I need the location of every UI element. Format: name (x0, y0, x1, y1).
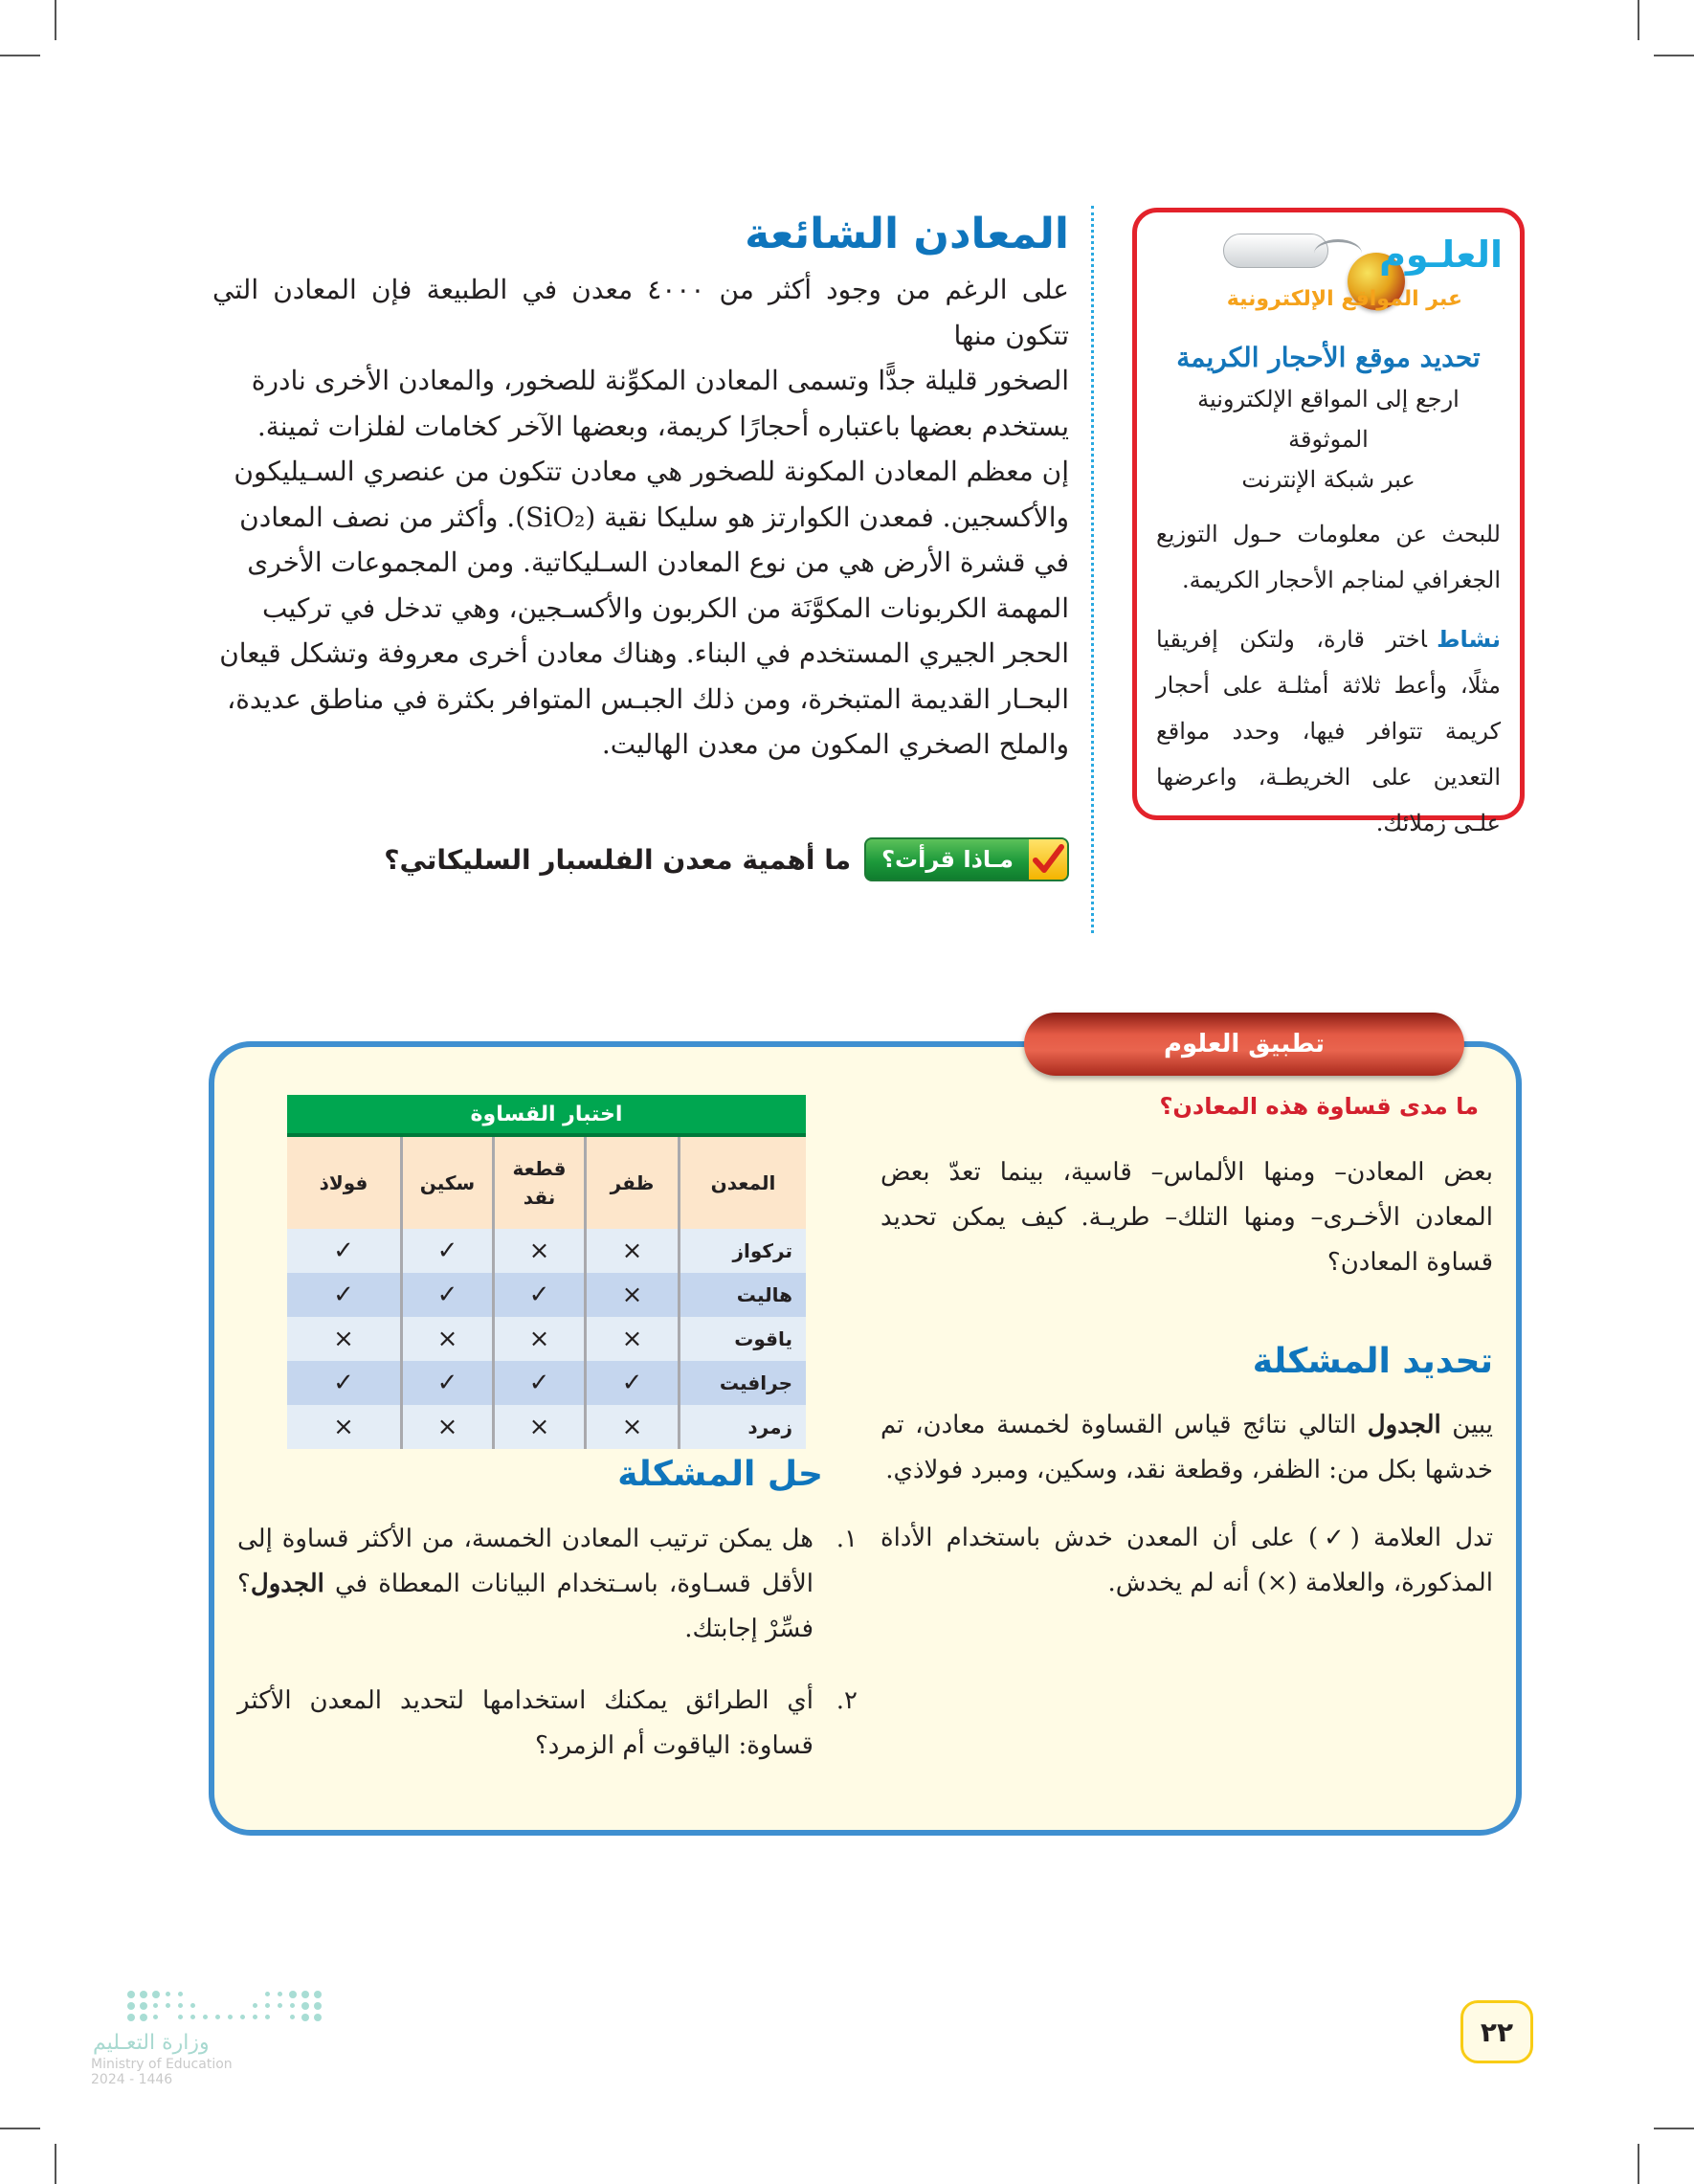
scratch-mark: × (584, 1317, 678, 1361)
identify-problem-heading: تحديد المشكلة (1252, 1342, 1493, 1381)
question-text (237, 1517, 814, 1652)
scratch-mark: × (584, 1273, 678, 1317)
crop-mark (55, 2144, 56, 2184)
identify-problem-text (880, 1403, 1493, 1493)
page-number: ٢٢ (1460, 2000, 1533, 2063)
crop-mark (0, 55, 40, 56)
text-fragment: هل يمكن ترتيب المعادن الخمسة، من الأكثر قساوة إلى الأقل قسـاوة، باسـتخدام البيانات المعطاة في (237, 1525, 814, 1598)
paragraph-line: يستخدم بعضها باعتباره أحجارًا كريمة، وبعضها الآخر كخامات لفلزات ثمينة. (256, 410, 1069, 442)
activity-text: اختر قارة، ولتكن إفريقيا مثلًا، وأعط ثلاثة أمثلـة على أحجار كريمة تتوافر فيها، وحدد مواقع التعدين على الخريطـة، واعرضها علـى زملائك. (1156, 626, 1501, 836)
scratch-mark: × (287, 1405, 400, 1449)
text-fragment: ؟ فسِّرْ إجابتك. (237, 1570, 814, 1643)
section-title: المعادن الشائعة (745, 210, 1069, 258)
common-minerals-section (212, 206, 1070, 876)
scratch-mark: × (492, 1317, 584, 1361)
question-number: ١. (836, 1525, 858, 1553)
solve-problem-list (237, 1517, 858, 1795)
table-title: اختبار القساوة (287, 1095, 806, 1137)
paragraph-line: إن معظم المعادن المكونة للصخور هي معادن تتكون من عنصري السـيليكون (234, 456, 1069, 487)
sidebar-heading: تحديد موقع الأحجار الكريمة (1176, 342, 1481, 373)
hardness-test-table (287, 1095, 806, 1449)
edition-year: 2024 - 1446 (91, 2072, 173, 2087)
paragraph-line: والملح الصخري المكون من معدن الهاليت. (601, 728, 1069, 760)
sidebar-intro-line: ارجع إلى المواقع الإلكترونية الموثوقة (1197, 386, 1460, 453)
sidebar-body: للبحث عن معلومات حـول التوزيع الجغرافي لمناجم الأحجار الكريمة. (1156, 521, 1501, 593)
table-reference: الجدول (250, 1570, 324, 1598)
scratch-mark: ✓ (400, 1273, 492, 1317)
question-text: أي الطرائق يمكنك استخدامها لتحديد المعدن الأكثر قساوة: الياقوت أم الزمرد؟ (237, 1686, 814, 1760)
reading-check-badge (864, 837, 1069, 881)
column-header: قطعة نقد (492, 1137, 584, 1229)
crop-mark (1638, 2144, 1639, 2184)
mineral-name: تركواز (678, 1229, 806, 1273)
text-fragment: يبين (1440, 1411, 1493, 1439)
article-body (212, 267, 1069, 768)
paragraph-line: في قشرة الأرض هي من نوع المعادن السـليكاتية. ومن المجموعات الأخرى (247, 546, 1069, 578)
science-online-title: العلـوم (1379, 234, 1503, 276)
ministry-name-arabic: وزارة التعـليم (93, 2031, 210, 2055)
column-header: ظفر (584, 1137, 678, 1229)
mineral-name: زمرد (678, 1405, 806, 1449)
paragraph-line: على الرغم من وجود أكثر من ٤٠٠٠ معدن في الطبيعة فإن المعادن التي تتكون منها (212, 274, 1070, 351)
identify-problem (880, 1338, 1493, 1606)
checkmark-icon (1029, 839, 1067, 880)
column-divider (1091, 206, 1094, 933)
sidebar-activity (1156, 616, 1501, 846)
column-header: سكين (400, 1137, 492, 1229)
paragraph-line: الحجر الجيري المستخدم في البناء. وهناك معادن أخرى معروفة وتشكل قيعان (219, 637, 1069, 669)
reading-check-question: ما أهمية معدن الفلسبار السليكاتي؟ (384, 843, 852, 876)
crop-mark (0, 2128, 40, 2129)
crop-mark (55, 0, 56, 40)
paragraph-line: البحـار القديمة المتبخرة، ومن ذلك الجبـس المتوافر بكثرة في مناطق عديدة، (227, 682, 1069, 715)
ministry-logo (91, 1991, 321, 2087)
scratch-mark: × (584, 1229, 678, 1273)
scratch-mark: ✓ (287, 1229, 400, 1273)
mineral-name: ياقوت (678, 1317, 806, 1361)
science-online-subtitle: عبر المواقع الإلكترونية (1226, 287, 1462, 311)
crop-mark (1638, 0, 1639, 40)
table-grid (287, 1137, 806, 1449)
ministry-name-english: Ministry of Education (91, 2057, 233, 2072)
text-fragment: التالي نتائج قياس القساوة لخمسة معادن، تم خدشها بكل من: الظفر، وقطعة نقد، وسكين، ومبرد فولاذي. (880, 1411, 1493, 1484)
sidebar-intro-line: عبر شبكة الإنترنت (1241, 466, 1415, 493)
scratch-mark: × (492, 1405, 584, 1449)
reading-check-label: مـاذا قرأت؟ (881, 846, 1014, 873)
question-item (237, 1679, 858, 1769)
application-intro (880, 1150, 1493, 1285)
scratch-mark: ✓ (287, 1361, 400, 1405)
crop-mark (1654, 2128, 1694, 2129)
reading-check (212, 837, 1069, 881)
paragraph-line: والأكسجين. فمعدن الكوارتز هو سليكا نقية (SiO₂). وأكثر من نصف المعادن (239, 501, 1069, 533)
paragraph-line: الصخور قليلة جدًّا وتسمى المعادن المكوِّنة للصخور، والمعادن الأخرى نادرة (251, 365, 1069, 396)
scratch-mark: ✓ (492, 1273, 584, 1317)
table-reference: الجدول (1367, 1411, 1441, 1439)
application-question-title: ما مدى قساوة هذه المعادن؟ (1159, 1093, 1479, 1120)
mineral-name: هاليت (678, 1273, 806, 1317)
question-number: ٢. (836, 1686, 858, 1715)
science-online-header (1137, 212, 1520, 337)
scratch-mark: × (400, 1317, 492, 1361)
ministry-dots-icon (129, 1991, 321, 2021)
solve-problem-heading: حل المشكلة (617, 1455, 823, 1494)
mineral-name: جرافيت (678, 1361, 806, 1405)
scratch-mark: × (400, 1405, 492, 1449)
science-online-box (1132, 208, 1525, 836)
scratch-mark: × (492, 1229, 584, 1273)
column-header: المعدن (678, 1137, 806, 1229)
column-header: فولاذ (287, 1137, 400, 1229)
scratch-mark: ✓ (400, 1229, 492, 1273)
paragraph-line: المهمة الكربونات المكوَّنَة من الكربون والأكسـجين، وهي تدخل في تركيب (262, 591, 1069, 624)
activity-label: نشاط (1438, 626, 1501, 653)
science-application-tab: تطبيق العلوم (1024, 1013, 1464, 1076)
scratch-mark: ✓ (584, 1361, 678, 1405)
scratch-mark: ✓ (287, 1273, 400, 1317)
crop-mark (1654, 55, 1694, 56)
computer-mouse-icon (1223, 234, 1328, 268)
question-item (237, 1517, 858, 1652)
scratch-mark: ✓ (400, 1361, 492, 1405)
scratch-mark: × (287, 1317, 400, 1361)
scratch-mark: × (584, 1405, 678, 1449)
application-intro-text: بعض المعادن– ومنها الألماس– قاسية، بينما تعدّ بعض المعادن الأخـرى– ومنها التلك– طريـة. كيف يمكن تحديد قساوة المعادن؟ (880, 1158, 1493, 1277)
scratch-mark: ✓ (492, 1361, 584, 1405)
legend-text: تدل العلامة (✓) على أن المعدن خدش باستخدام الأداة المذكورة، والعلامة (×) أنه لم يخدش. (880, 1524, 1493, 1597)
